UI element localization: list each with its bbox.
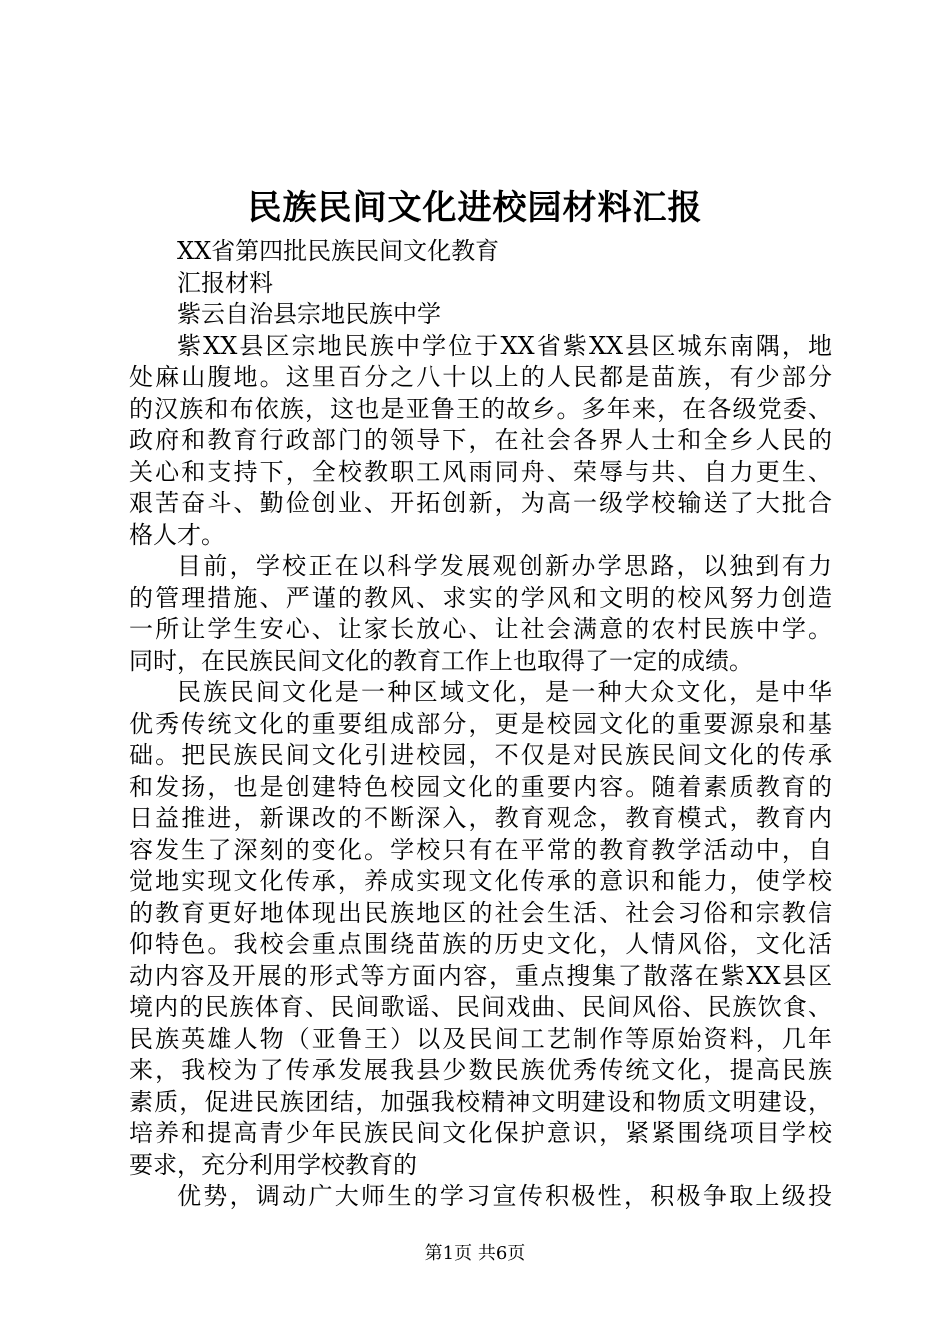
paragraph-2-line: 同时，在民族民间文化的教育工作上也取得了一定的成绩。 bbox=[129, 646, 753, 675]
paragraph-2-line: 一所让学生安心、让家长放心、让社会满意的农村民族中学。 bbox=[129, 615, 832, 643]
paragraph-3-line: 觉地实现文化传承，养成实现文化传承的意识和能力，使学校 bbox=[129, 867, 832, 895]
header-line-province: XX省第四批民族民间文化教育 bbox=[177, 237, 500, 265]
paragraph-1-line: 格人才。 bbox=[129, 520, 225, 549]
paragraph-1-line: 紫XX县区宗地民族中学位于XX省紫XX县区城东南隅，地 bbox=[177, 331, 832, 360]
paragraph-2-line: 目前，学校正在以科学发展观创新办学思路，以独到有力 bbox=[177, 552, 832, 580]
paragraph-3-line: 动内容及开展的形式等方面内容，重点搜集了散落在紫XX县区 bbox=[129, 961, 832, 990]
paragraph-3-line: 要求，充分利用学校教育的 bbox=[129, 1150, 417, 1179]
paragraph-3-line: 和发扬，也是创建特色校园文化的重要内容。随着素质教育的 bbox=[129, 772, 832, 801]
paragraph-2-line: 的管理措施、严谨的教风、求实的学风和文明的校风努力创造 bbox=[129, 583, 832, 612]
paragraph-3-line: 优秀传统文化的重要组成部分，更是校园文化的重要源泉和基 bbox=[129, 709, 832, 738]
paragraph-1-line: 艰苦奋斗、勤俭创业、开拓创新，为高一级学校输送了大批合 bbox=[129, 489, 832, 517]
document-body bbox=[129, 236, 832, 1213]
paragraph-3-line: 素质，促进民族团结，加强我校精神文明建设和物质文明建设， bbox=[129, 1087, 832, 1116]
paragraph-3-line: 日益推进，新课改的不断深入，教育观念，教育模式，教育内 bbox=[129, 804, 832, 832]
header-line-report: 汇报材料 bbox=[177, 268, 273, 297]
page-number-footer: 第1页 共6页 bbox=[424, 1243, 526, 1264]
paragraph-1-line: 政府和教育行政部门的领导下，在社会各界人士和全乡人民的 bbox=[129, 426, 832, 454]
paragraph-3-line: 境内的民族体育、民间歌谣、民间戏曲、民间风俗、民族饮食、 bbox=[129, 993, 832, 1021]
header-line-school: 紫云自治县宗地民族中学 bbox=[177, 300, 441, 328]
document-title: 民族民间文化进校园材料汇报 bbox=[247, 188, 703, 228]
paragraph-3-line: 民族民间文化是一种区域文化，是一种大众文化，是中华 bbox=[177, 678, 832, 706]
paragraph-3-line: 培养和提高青少年民族民间文化保护意识，紧紧围绕项目学校 bbox=[129, 1119, 832, 1147]
paragraph-3-line: 民族英雄人物（亚鲁王）以及民间工艺制作等原始资料，几年 bbox=[129, 1024, 832, 1053]
paragraph-3-line: 仰特色。我校会重点围绕苗族的历史文化，人情风俗，文化活 bbox=[129, 930, 832, 958]
paragraph-1-line: 关心和支持下，全校教职工风雨同舟、荣辱与共、自力更生、 bbox=[129, 457, 832, 486]
paragraph-4-line: 优势，调动广大师生的学习宣传积极性，积极争取上级投 bbox=[177, 1182, 832, 1210]
paragraph-1-line: 处麻山腹地。这里百分之八十以上的人民都是苗族，有少部分 bbox=[129, 363, 832, 391]
paragraph-3-line: 容发生了深刻的变化。学校只有在平常的教育教学活动中，自 bbox=[129, 835, 832, 864]
paragraph-3-line: 来，我校为了传承发展我县少数民族优秀传统文化，提高民族 bbox=[129, 1056, 832, 1084]
paragraph-3-line: 础。把民族民间文化引进校园，不仅是对民族民间文化的传承 bbox=[129, 741, 832, 769]
paragraph-3-line: 的教育更好地体现出民族地区的社会生活、社会习俗和宗教信 bbox=[129, 898, 832, 927]
paragraph-1-line: 的汉族和布依族，这也是亚鲁王的故乡。多年来，在各级党委、 bbox=[129, 394, 832, 423]
